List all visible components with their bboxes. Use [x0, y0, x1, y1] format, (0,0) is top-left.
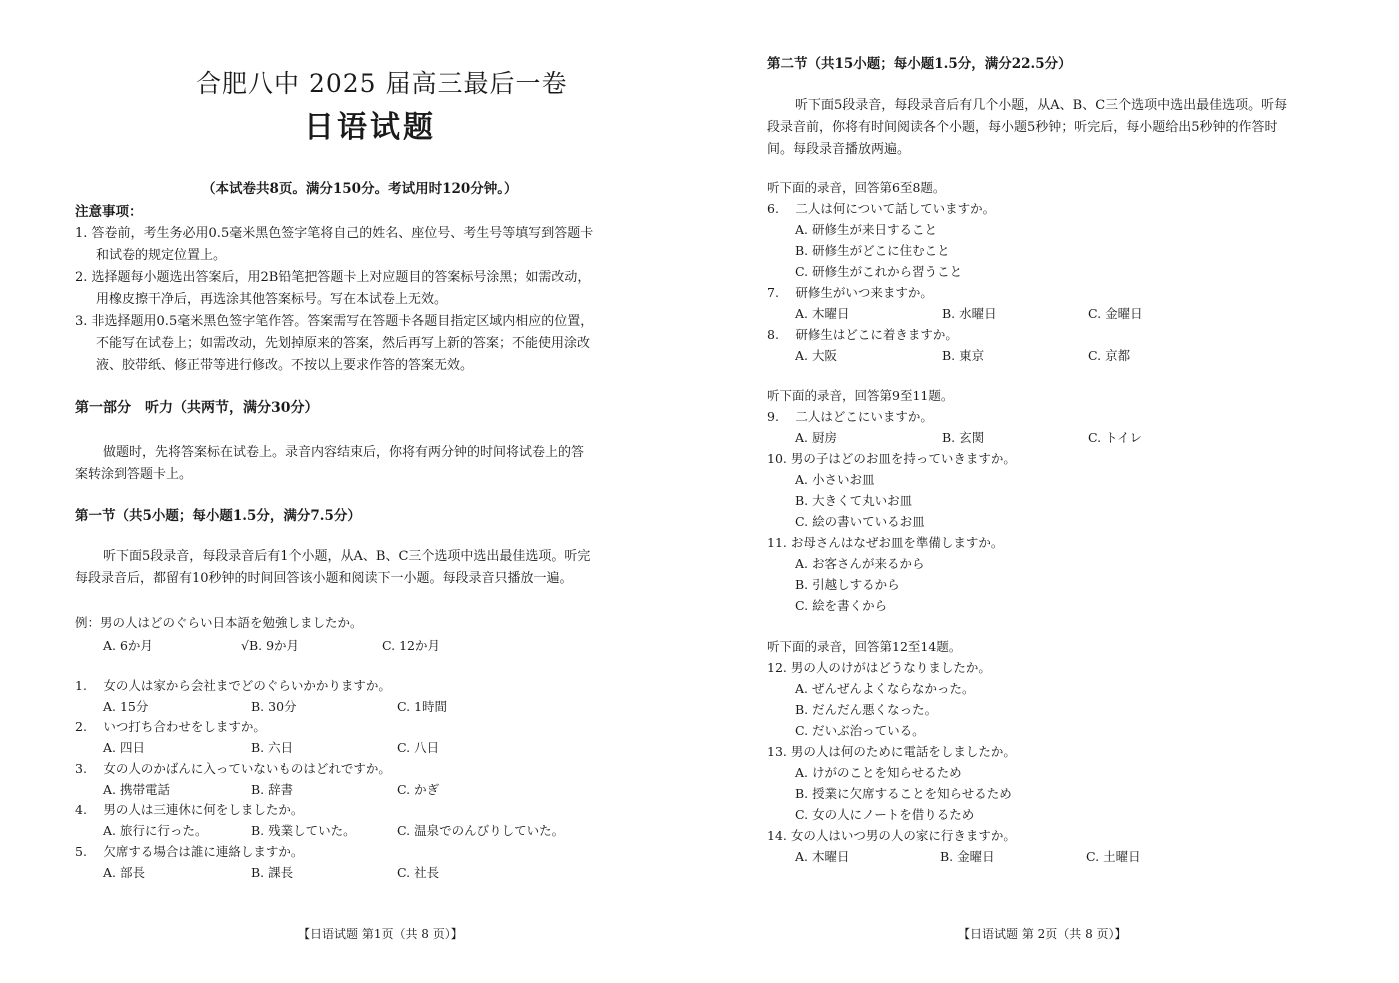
option-c: C. 1時間: [397, 699, 448, 714]
option-c: C. トイレ: [1088, 430, 1142, 445]
exam-title: 合肥八中 2025 届高三最后一卷: [196, 69, 568, 98]
option-a: A. 四日: [103, 740, 145, 755]
option-a: A. 携帯電話: [103, 782, 170, 797]
right-page: [700, 0, 1399, 983]
option-b: B. 授業に欠席することを知らせるため: [795, 786, 1012, 801]
option-b: B. 辞書: [251, 782, 294, 797]
question-5: 5. 欠席する場合は誰に連絡しますか。: [75, 844, 304, 859]
option-c: C. 土曜日: [1086, 849, 1141, 864]
notice-line: 用橡皮擦干净后，再选涂其他答案标号。写在本试卷上无效。: [96, 292, 448, 307]
option-c: C. 絵を書くから: [795, 598, 888, 613]
option-c: C. 金曜日: [1088, 306, 1143, 321]
option-b: B. 水曜日: [942, 306, 997, 321]
option-b: B. 引越しするから: [795, 577, 900, 592]
option-a: A. 部長: [103, 865, 145, 880]
option-a: A. 木曜日: [795, 849, 850, 864]
option-c: C. 京都: [1088, 348, 1131, 363]
option-b: B. 東京: [942, 348, 985, 363]
option-b: B. 玄関: [942, 430, 985, 445]
notice-line: 2. 选择题每小题选出答案后，用2B铅笔把答题卡上对应题目的答案标号涂黑；如需改动，: [75, 270, 591, 285]
notice-heading: 注意事项：: [75, 204, 143, 220]
section2-heading: 第二节（共15小题；每小题1.5分，满分22.5分）: [767, 56, 1072, 72]
question-10: 10. 男の子はどのお皿を持っていきますか。: [767, 451, 1016, 466]
option-c: C. だいぶ治っている。: [795, 723, 925, 738]
option-a: A. 木曜日: [795, 306, 850, 321]
option-b: B. 30分: [251, 699, 297, 714]
notice-line: 3. 非选择题用0.5毫米黑色签字笔作答。答案需写在答题卡各题目指定区域内相应的位置，: [75, 314, 594, 329]
question-4: 4. 男の人は三連休に何をしましたか。: [75, 802, 304, 817]
example-option-b: √B. 9か月: [241, 638, 300, 653]
option-c: C. 研修生がこれから習うこと: [795, 264, 963, 279]
question-2: 2. いつ打ち合わせをしますか。: [75, 719, 266, 734]
option-a: A. 小さいお皿: [795, 472, 875, 487]
page-footer: 【日语试题 第 2页（共 8 页）】: [958, 927, 1127, 941]
question-6: 6. 二人は何について話していますか。: [767, 201, 996, 216]
section2-intro: 段录音前，你将有时间阅读各个小题，每小题5秒钟；听完后，每小题给出5秒钟的作答时: [767, 120, 1278, 135]
option-c: C. 絵の書いているお皿: [795, 514, 925, 529]
notice-line: 液、胶带纸、修正带等进行修改。不按以上要求作答的答案无效。: [96, 358, 474, 373]
option-a: A. 厨房: [795, 430, 837, 445]
exam-info: （本试卷共8页。满分150分。考试用时120分钟。）: [202, 181, 518, 197]
option-c: C. かぎ: [397, 782, 440, 797]
group-heading: 听下面的录音，回答第6至8题。: [767, 180, 946, 195]
option-a: A. ぜんぜんよくならなかった。: [795, 681, 975, 696]
question-1: 1. 女の人は家から会社までどのぐらいかかりますか。: [75, 678, 391, 693]
question-9: 9. 二人はどこにいますか。: [767, 409, 933, 424]
example-option-a: A. 6か月: [103, 638, 153, 653]
example-option-c: C. 12か月: [382, 638, 440, 653]
question-7: 7. 研修生がいつ来ますか。: [767, 285, 933, 300]
option-b: B. 研修生がどこに住むこと: [795, 243, 950, 258]
part1-intro: 案转涂到答题卡上。: [75, 467, 193, 482]
group-heading: 听下面的录音，回答第12至14题。: [767, 639, 962, 654]
question-14: 14. 女の人はいつ男の人の家に行きますか。: [767, 828, 1016, 843]
question-3: 3. 女の人のかばんに入っていないものはどれですか。: [75, 761, 391, 776]
option-b: B. 大きくて丸いお皿: [795, 493, 913, 508]
option-a: A. 研修生が来日すること: [795, 222, 937, 237]
notice-line: 和试卷的规定位置上。: [96, 248, 227, 263]
section1-intro: 每段录音后，都留有10秒钟的时间回答该小题和阅读下一小题。每段录音只播放一遍。: [75, 571, 573, 586]
part1-intro: 做题时，先将答案标在试卷上。录音内容结束后，你将有两分钟的时间将试卷上的答: [103, 445, 585, 460]
section1-heading: 第一节（共5小题；每小题1.5分，满分7.5分）: [75, 508, 361, 524]
option-c: C. 八日: [397, 740, 440, 755]
option-b: B. だんだん悪くなった。: [795, 702, 938, 717]
option-a: A. けがのことを知らせるため: [795, 765, 962, 780]
option-b: B. 残業していた。: [251, 823, 356, 838]
option-a: A. 大阪: [795, 348, 837, 363]
part1-heading: 第一部分 听力（共两节，满分30分）: [75, 400, 319, 416]
question-13: 13. 男の人は何のために電話をしましたか。: [767, 744, 1016, 759]
section2-intro: 间。每段录音播放两遍。: [767, 142, 911, 157]
option-b: B. 金曜日: [940, 849, 995, 864]
section2-intro: 听下面5段录音，每段录音后有几个小题，从A、B、C三个选项中选出最佳选项。听每: [795, 98, 1288, 113]
option-c: C. 女の人にノートを借りるため: [795, 807, 975, 822]
example-question: 例：男の人はどのぐらい日本語を勉強しましたか。: [75, 615, 363, 630]
subject-title: 日语试题: [304, 110, 436, 145]
question-12: 12. 男の人のけがはどうなりましたか。: [767, 660, 991, 675]
notice-line: 不能写在试卷上；如需改动，先划掉原来的答案，然后再写上新的答案；不能使用涂改: [96, 336, 591, 351]
question-11: 11. お母さんはなぜお皿を準備しますか。: [767, 535, 1004, 550]
option-a: A. 旅行に行った。: [103, 823, 208, 838]
option-c: C. 社長: [397, 865, 440, 880]
option-a: A. お客さんが来るから: [795, 556, 925, 571]
option-b: B. 課長: [251, 865, 294, 880]
option-a: A. 15分: [103, 699, 149, 714]
page-footer: 【日语试题 第1页（共 8 页）】: [298, 927, 463, 941]
option-c: C. 温泉でのんびりしていた。: [397, 823, 565, 838]
notice-line: 1. 答卷前，考生务必用0.5毫米黑色签字笔将自己的姓名、座位号、考生号等填写到答题卡: [75, 226, 594, 241]
group-heading: 听下面的录音，回答第9至11题。: [767, 388, 954, 403]
section1-intro: 听下面5段录音，每段录音后有1个小题，从A、B、C三个选项中选出最佳选项。听完: [103, 549, 591, 564]
option-b: B. 六日: [251, 740, 294, 755]
question-8: 8. 研修生はどこに着きますか。: [767, 327, 958, 342]
